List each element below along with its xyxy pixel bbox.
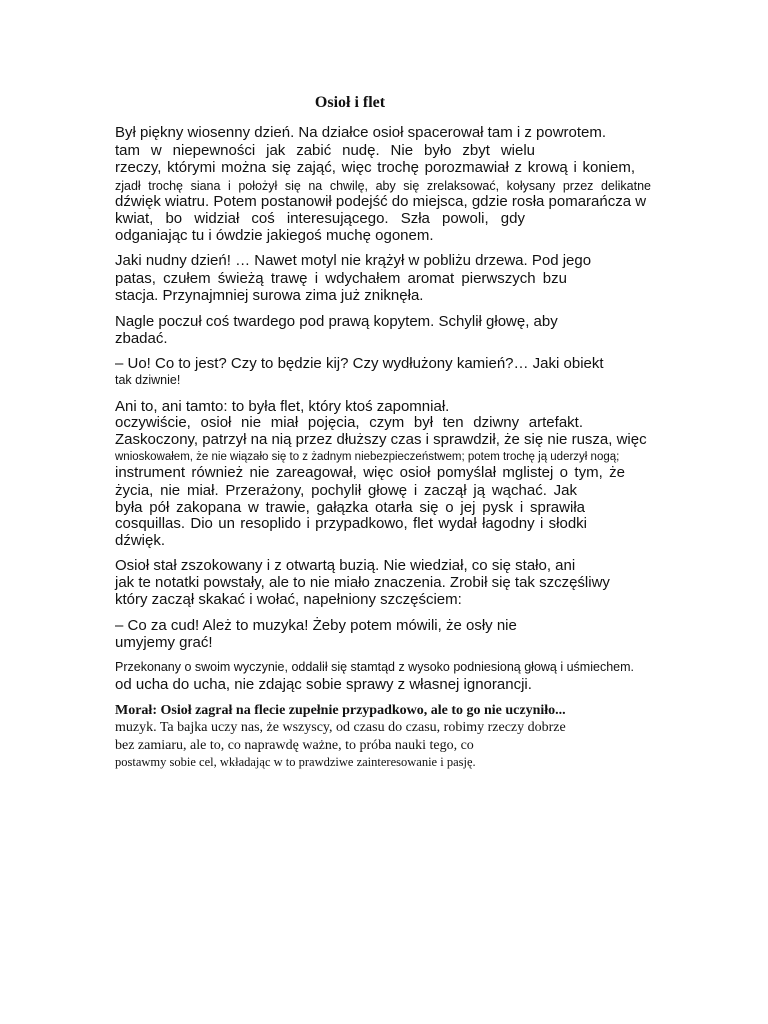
- moral-heading-line: Morał: Osioł zagrał na flecie zupełnie przypadkowo, ale to go nie uczyniło...: [115, 703, 566, 718]
- text-line: Zaskoczony, patrzył na nią przez dłuższy czas i sprawdził, że się nie rusza, więc: [115, 431, 647, 448]
- text-line: Przekonany o swoim wyczynie, oddalił się stamtąd z wysoko podniesioną głową i uśmiechem.: [115, 660, 634, 674]
- text-line: zbadać.: [115, 330, 168, 347]
- text-line: od ucha do ucha, nie zdając sobie sprawy z własnej ignorancji.: [115, 676, 532, 693]
- text-line: Ani to, ani tamto: to była flet, który ktoś zapomniał.: [115, 398, 450, 415]
- text-line: Jaki nudny dzień! … Nawet motyl nie krążył w pobliżu drzewa. Pod jego: [115, 252, 592, 269]
- text-line: tam w niepewności jak zabić nudę. Nie było zbyt wielu: [115, 142, 535, 159]
- text-line: była pół zakopana w trawie, gałązka otarła się o jej pysk i sprawiła: [115, 499, 585, 516]
- text-line: instrument również nie zareagował, więc osioł pomyślał mglistej o tym, że: [115, 464, 625, 481]
- text-line: – Uo! Co to jest? Czy to będzie kij? Czy wydłużony kamień?… Jaki obiekt: [115, 355, 604, 372]
- text-line: kwiat, bo widział coś interesującego. Szła powoli, gdy: [115, 210, 525, 227]
- text-line: dźwięk.: [115, 532, 166, 549]
- text-line: patas, czułem świeżą trawę i wdychałem aromat pierwszych bzu: [115, 270, 567, 287]
- text-line: zjadł trochę siana i położył się na chwilę, aby się zrelaksować, kołysany przez delikatne: [115, 179, 651, 193]
- text-line: który zaczął skakać i wołać, napełniony szczęściem:: [115, 591, 462, 608]
- text-line: cosquillas. Dio un resoplido i przypadkowo, flet wydał łagodny i słodki: [115, 515, 587, 532]
- text-line: Był piękny wiosenny dzień. Na działce osioł spacerował tam i z powrotem.: [115, 124, 607, 141]
- text-line: stacja. Przynajmniej surowa zima już zniknęła.: [115, 287, 424, 304]
- text-line: życia, nie miał. Przerażony, pochylił głowę i zaczął ją wąchać. Jak: [115, 482, 577, 499]
- text-line: tak dziwnie!: [115, 373, 181, 387]
- document-title: Osioł i flet: [314, 94, 386, 111]
- text-line: jak te notatki powstały, ale to nie miało znaczenia. Zrobił się tak szczęśliwy: [115, 574, 610, 591]
- moral-line: muzyk. Ta bajka uczy nas, że wszyscy, od czasu do czasu, robimy rzeczy dobrze: [115, 720, 566, 735]
- text-line: Osioł stał zszokowany i z otwartą buzią. Nie wiedział, co się stało, ani: [115, 557, 576, 574]
- text-line: wnioskowałem, że nie wiązało się to z żadnym niebezpieczeństwem; potem trochę ją uderzył nogą;: [115, 451, 620, 463]
- text-line: – Co za cud! Ależ to muzyka! Żeby potem mówili, że osły nie: [115, 617, 517, 634]
- text-line: Nagle poczuł coś twardego pod prawą kopytem. Schylił głowę, aby: [115, 313, 558, 330]
- text-line: dźwięk wiatru. Potem postanowił podejść do miejsca, gdzie rosła pomarańcza w: [115, 193, 647, 210]
- moral-line: bez zamiaru, ale to, co naprawdę ważne, to próba nauki tego, co: [115, 738, 474, 753]
- text-line: rzeczy, którymi można się zająć, więc trochę porozmawiał z krową i koniem,: [115, 159, 635, 176]
- text-line: umyjemy grać!: [115, 634, 213, 651]
- text-line: odganiając tu i ówdzie jakiegoś muchę ogonem.: [115, 227, 434, 244]
- moral-line: postawmy sobie cel, wkładając w to prawdziwe zainteresowanie i pasję.: [115, 755, 476, 769]
- text-line: oczywiście, osioł nie miał pojęcia, czym był ten dziwny artefakt.: [115, 414, 583, 431]
